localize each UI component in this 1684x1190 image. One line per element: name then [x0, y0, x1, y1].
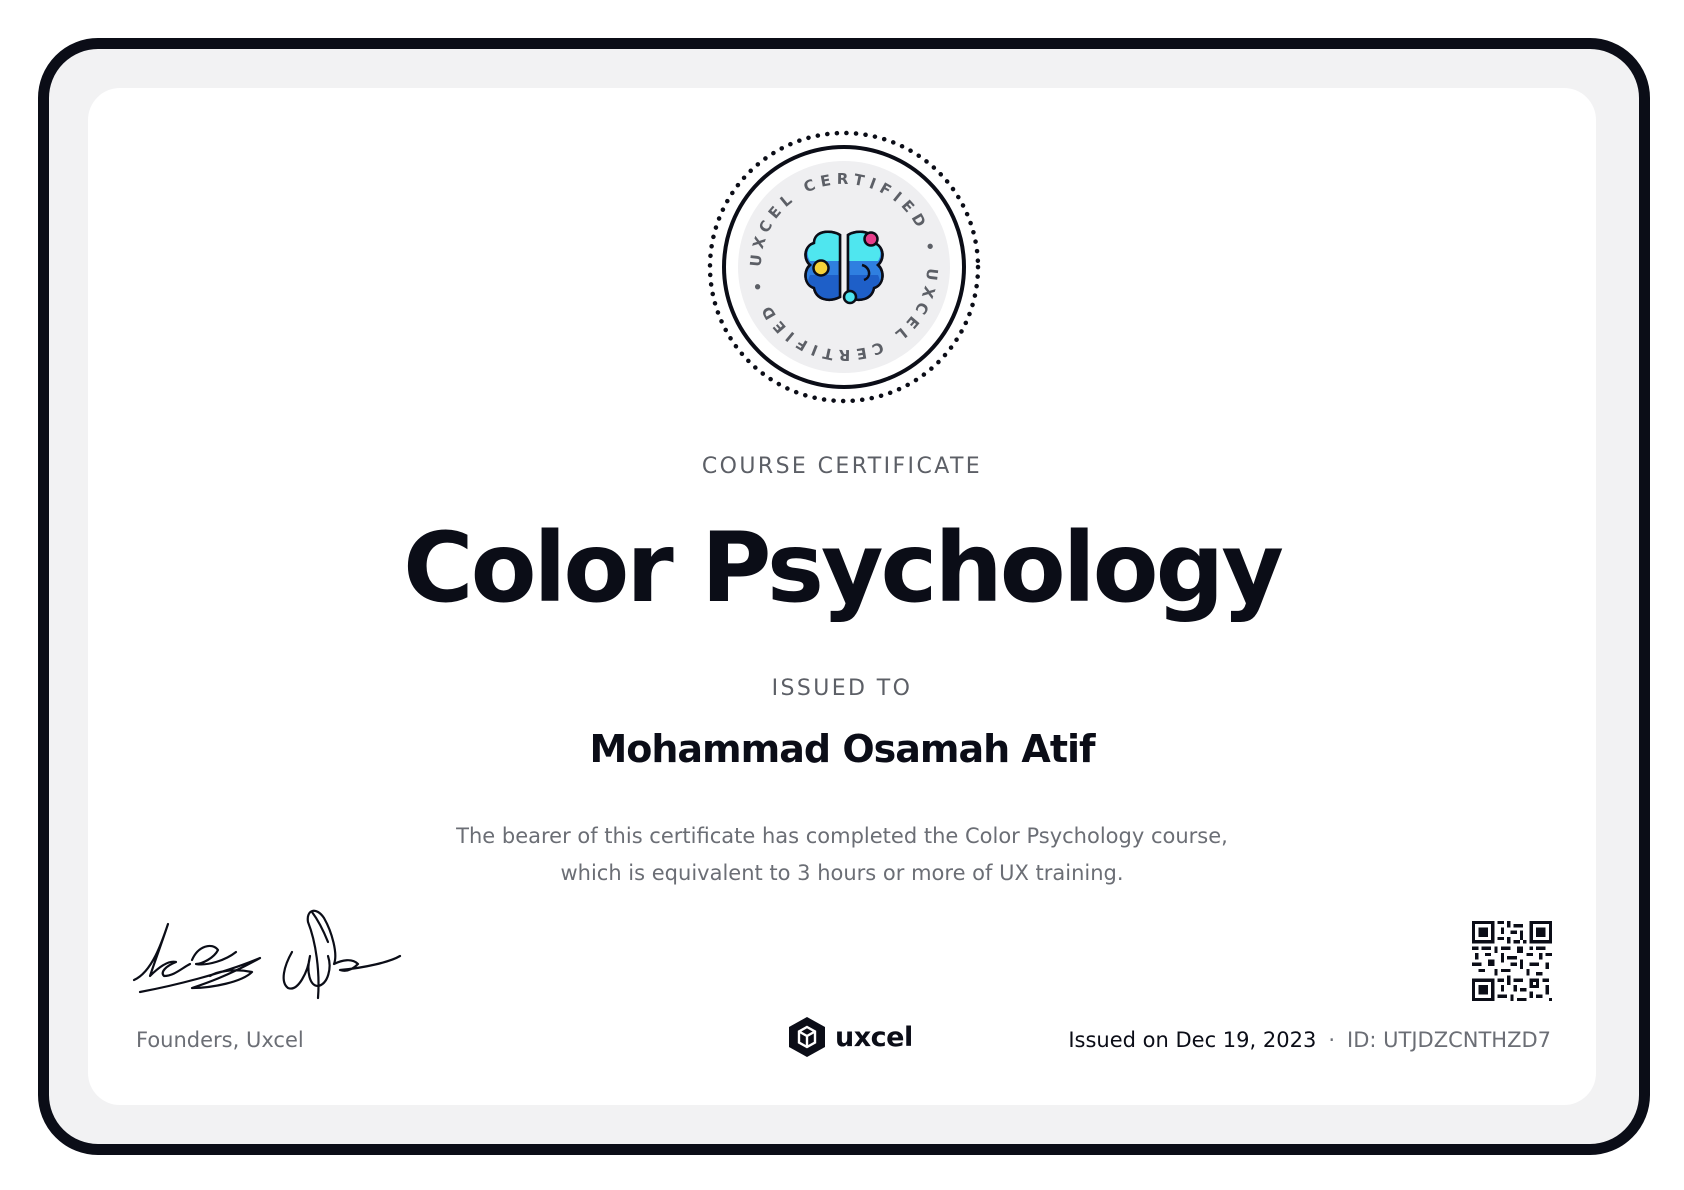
brain-dot-pink: [865, 233, 878, 246]
course-title: Color Psychology: [403, 512, 1281, 624]
issue-separator: ·: [1328, 1028, 1336, 1052]
founders-signature: [132, 902, 437, 1012]
issued-to-label: ISSUED TO: [771, 676, 913, 701]
certified-badge: [704, 127, 984, 407]
issue-info: [1068, 1028, 1551, 1052]
description-line-1: The bearer of this certificate has completed the Color Psychology course,: [456, 824, 1228, 848]
badge-ring-text: UXCEL CERTIFIED • UXCEL CERTIFIED •: [746, 169, 942, 365]
recipient-name: Mohammad Osamah Atif: [589, 727, 1095, 771]
uxcel-logo-icon: [787, 1016, 827, 1058]
certificate-description: [0, 818, 1684, 892]
certificate-id[interactable]: ID: UTJDZCNTHZD7: [1347, 1028, 1551, 1052]
issue-date: Issued on Dec 19, 2023: [1068, 1028, 1317, 1052]
qr-code-icon[interactable]: [1472, 921, 1552, 1001]
uxcel-brand: [787, 1016, 913, 1058]
certificate-type-label: COURSE CERTIFICATE: [701, 454, 983, 479]
badge-inner-disc: [738, 161, 950, 373]
description-line-2: which is equivalent to 3 hours or more of UX training.: [560, 861, 1124, 885]
signature-caption: Founders, Uxcel: [136, 1028, 304, 1052]
brain-dot-yellow: [814, 261, 829, 276]
brain-dot-cyan: [844, 291, 856, 303]
brand-wordmark: uxcel: [835, 1021, 913, 1053]
